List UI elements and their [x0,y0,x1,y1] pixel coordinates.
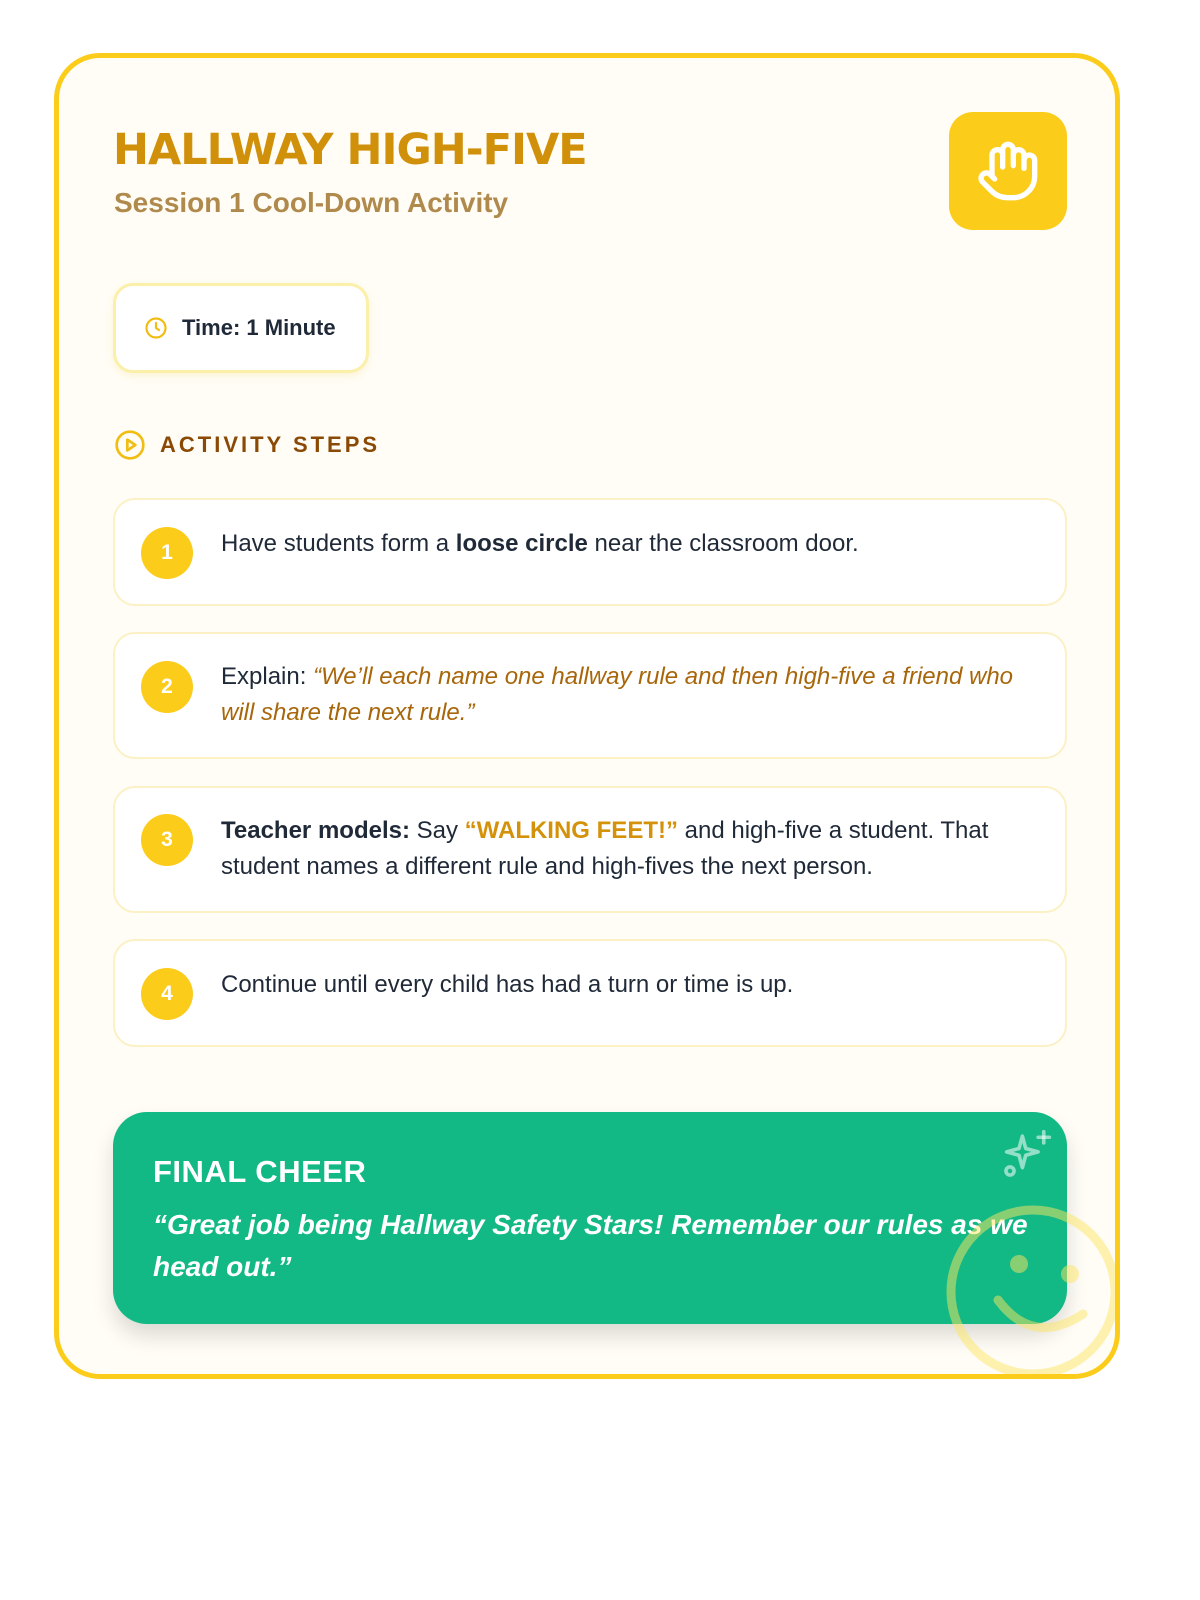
step-number: 2 [141,661,193,713]
step-number: 4 [141,968,193,1020]
step-text: Continue until every child has had a turn or time is up. [221,971,794,998]
activity-steps-heading [114,428,380,462]
time-badge [113,283,369,373]
hand-icon [976,139,1040,203]
step-text-bold: Teacher models: [221,817,410,844]
clock-icon [144,316,168,340]
sparkle-icon [1001,1126,1055,1180]
step-text [221,813,1025,885]
step-text-part: Say [409,817,465,844]
step-text-part: and high-five a student. That student names a different rule and high-fives the next person. [221,817,989,880]
step-item [113,498,1067,606]
step-item [113,939,1067,1047]
step-text-part: Have students form a [221,530,456,557]
step-text-bold: loose circle [455,530,588,557]
section-label: ACTIVITY STEPS [160,432,381,457]
time-label: Time: 1 Minute [182,315,336,340]
page-title: HALLWAY HIGH-FIVE [113,125,587,175]
step-text-part: near the classroom door. [587,530,859,557]
step-text [221,526,1025,562]
hand-badge [949,112,1067,230]
step-number: 1 [141,527,193,579]
activity-card [54,53,1120,1379]
final-cheer-box [113,1112,1067,1324]
play-circle-icon [114,429,146,461]
step-item [113,786,1067,913]
step-quote: “We’ll each name one hallway rule and then high-five a friend who will share the next rule.” [221,663,1014,726]
step-text-part: Explain: [221,663,314,690]
step-number: 3 [141,814,193,866]
page-subtitle: Session 1 Cool-Down Activity [114,187,509,218]
final-cheer-title: FINAL CHEER [153,1154,367,1189]
final-cheer-quote: “Great job being Hallway Safety Stars! Remember our rules as we head out.” [153,1209,1028,1282]
step-item [113,632,1067,759]
step-shout: “WALKING FEET!” [464,817,678,844]
step-text [221,659,1025,731]
